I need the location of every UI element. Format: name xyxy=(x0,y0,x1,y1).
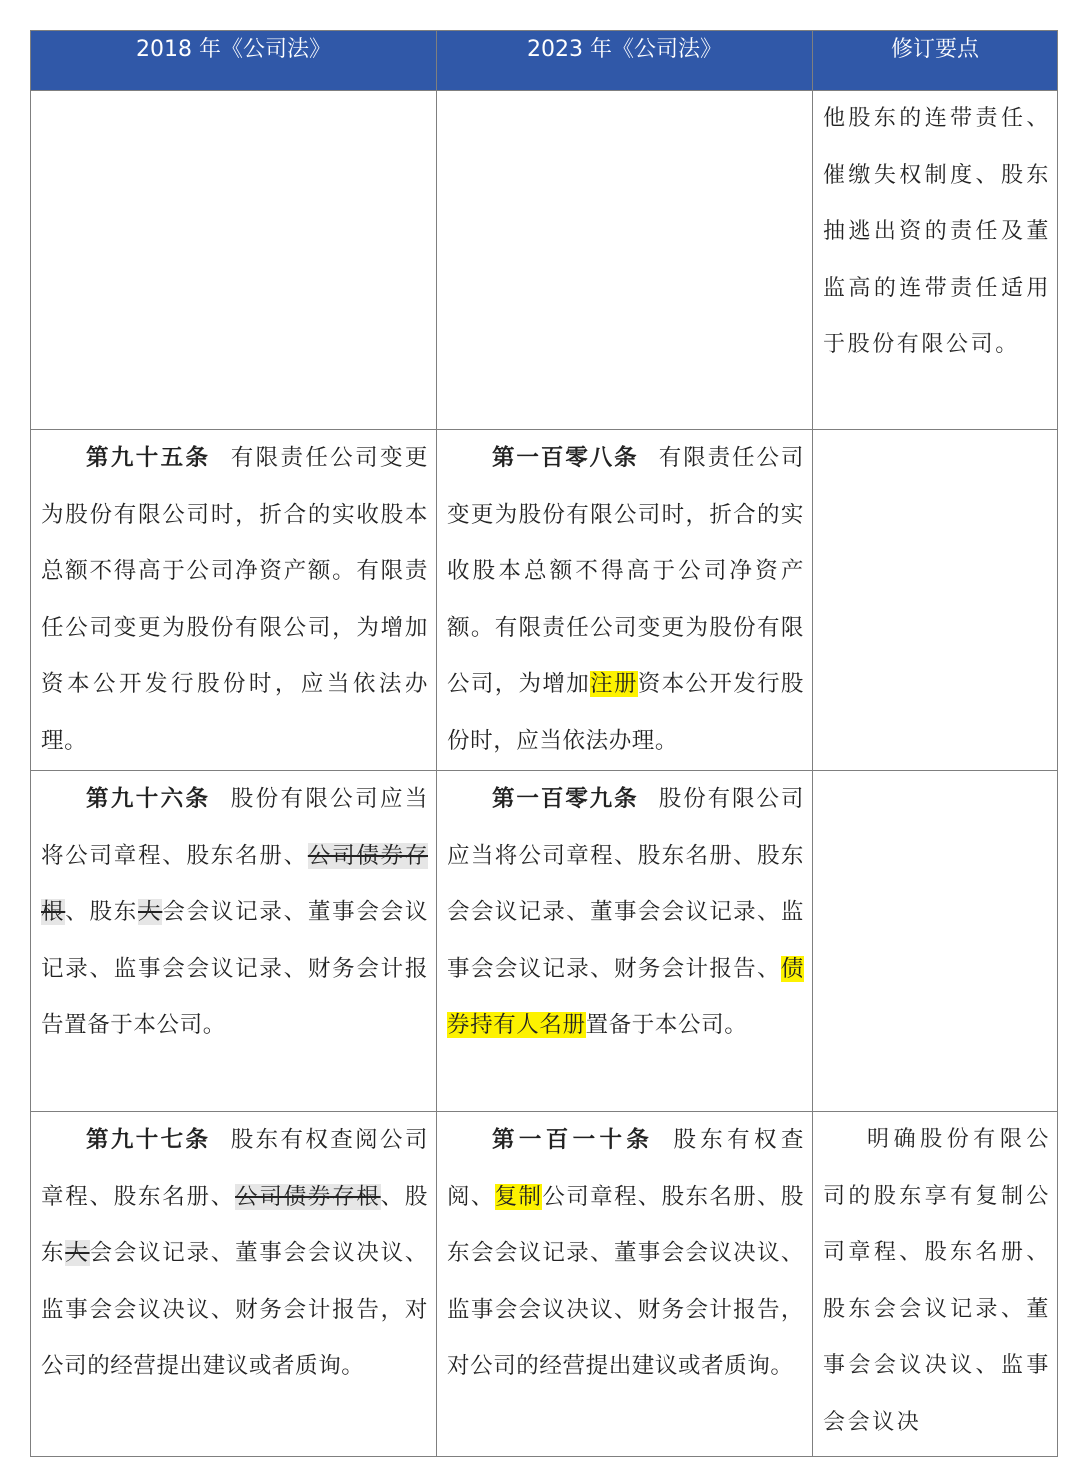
cell-2018 xyxy=(31,91,437,430)
cell-revision-note xyxy=(813,91,1058,430)
article-text: 股东有权查阅、 xyxy=(447,1127,804,1210)
article-paragraph xyxy=(41,430,428,770)
revision-note-text: 明确股份有限公司的股东享有复制公司章程、股东名册、股东会会议记录、董事会会议决议、监事会会议决 xyxy=(823,1127,1051,1435)
cell-2018 xyxy=(31,430,437,771)
header-2023-law: 2023 年《公司法》 xyxy=(437,31,813,91)
article-text: 置备于本公司。 xyxy=(585,1012,748,1039)
table-row xyxy=(31,1112,1058,1457)
article-number: 第九十五条 xyxy=(86,445,211,471)
article-paragraph xyxy=(447,430,804,770)
article-text: 公司章程、股东名册、股东会会议记录、董事会会议决议、监事会会议决议、财务会计报告，对公司的经营提出建议或者质询。 xyxy=(447,1183,804,1380)
article-text: 资本公开发行股份时，应当依法办理。 xyxy=(447,671,804,754)
article-text: 有限责任公司变更为股份有限公司时，折合的实收股本总额不得高于公司净资产额。有限责任公司变更为股份有限公司，为增加 xyxy=(447,445,804,698)
highlighted-text: 债券持有人名册 xyxy=(447,955,804,1039)
revision-note-text: 他股东的连带责任、催缴失权制度、股东抽逃出资的责任及董监高的连带责任适用于股份有限公司。 xyxy=(823,106,1051,358)
cell-2018 xyxy=(31,1112,437,1457)
table-row xyxy=(31,771,1058,1112)
article-number: 第一百零九条 xyxy=(492,786,639,812)
table-row xyxy=(31,91,1058,430)
deleted-text: 公司债券存根 xyxy=(41,842,428,926)
article-text: 股东有权查阅公司章程、股东名册、 xyxy=(41,1127,428,1210)
article-text: 股份有限公司应当将公司章程、股东名册、 xyxy=(41,786,428,869)
cell-revision-note xyxy=(813,430,1058,771)
article-paragraph xyxy=(447,771,804,1054)
law-comparison-table xyxy=(30,30,1058,1457)
cell-2023 xyxy=(437,771,813,1112)
deleted-text: 公司债券存根 xyxy=(235,1183,381,1210)
article-paragraph xyxy=(447,1112,804,1395)
article-number: 第九十六条 xyxy=(86,786,211,812)
article-text: 会会议记录、董事会会议决议、监事会会议决议、财务会计报告，对公司的经营提出建议或者质询。 xyxy=(41,1240,428,1380)
article-text: 、股东 xyxy=(41,1183,428,1267)
deleted-text: 大 xyxy=(65,1240,90,1267)
cell-2018 xyxy=(31,771,437,1112)
highlighted-text: 注册 xyxy=(590,671,638,698)
table-row xyxy=(31,430,1058,771)
cell-2023 xyxy=(437,430,813,771)
article-text: 会会议记录、董事会会议记录、监事会会议记录、财务会计报告置备于本公司。 xyxy=(41,899,428,1039)
cell-revision-note xyxy=(813,771,1058,1112)
header-2018-law: 2018 年《公司法》 xyxy=(31,31,437,91)
article-paragraph xyxy=(41,1112,428,1395)
highlighted-text: 复制 xyxy=(494,1183,543,1210)
article-text: 股份有限公司应当将公司章程、股东名册、股东会会议记录、董事会会议记录、监事会会议记录、财务会计报告、 xyxy=(447,786,804,982)
article-paragraph xyxy=(41,771,428,1054)
article-text: 有限责任公司变更为股份有限公司时，折合的实收股本总额不得高于公司净资产额。有限责任公司变更为股份有限公司，为增加资本公开发行股份时，应当依法办理。 xyxy=(41,445,428,754)
cell-2023 xyxy=(437,91,813,430)
deleted-text: 大 xyxy=(138,899,163,926)
article-number: 第一百一十条 xyxy=(492,1127,654,1153)
header-revision-points: 修订要点 xyxy=(813,31,1058,91)
cell-revision-note xyxy=(813,1112,1058,1457)
cell-2023 xyxy=(437,1112,813,1457)
table-header-row xyxy=(31,31,1058,91)
article-number: 第九十七条 xyxy=(86,1127,211,1153)
article-number: 第一百零八条 xyxy=(492,445,639,471)
article-text: 、股东 xyxy=(65,899,139,926)
